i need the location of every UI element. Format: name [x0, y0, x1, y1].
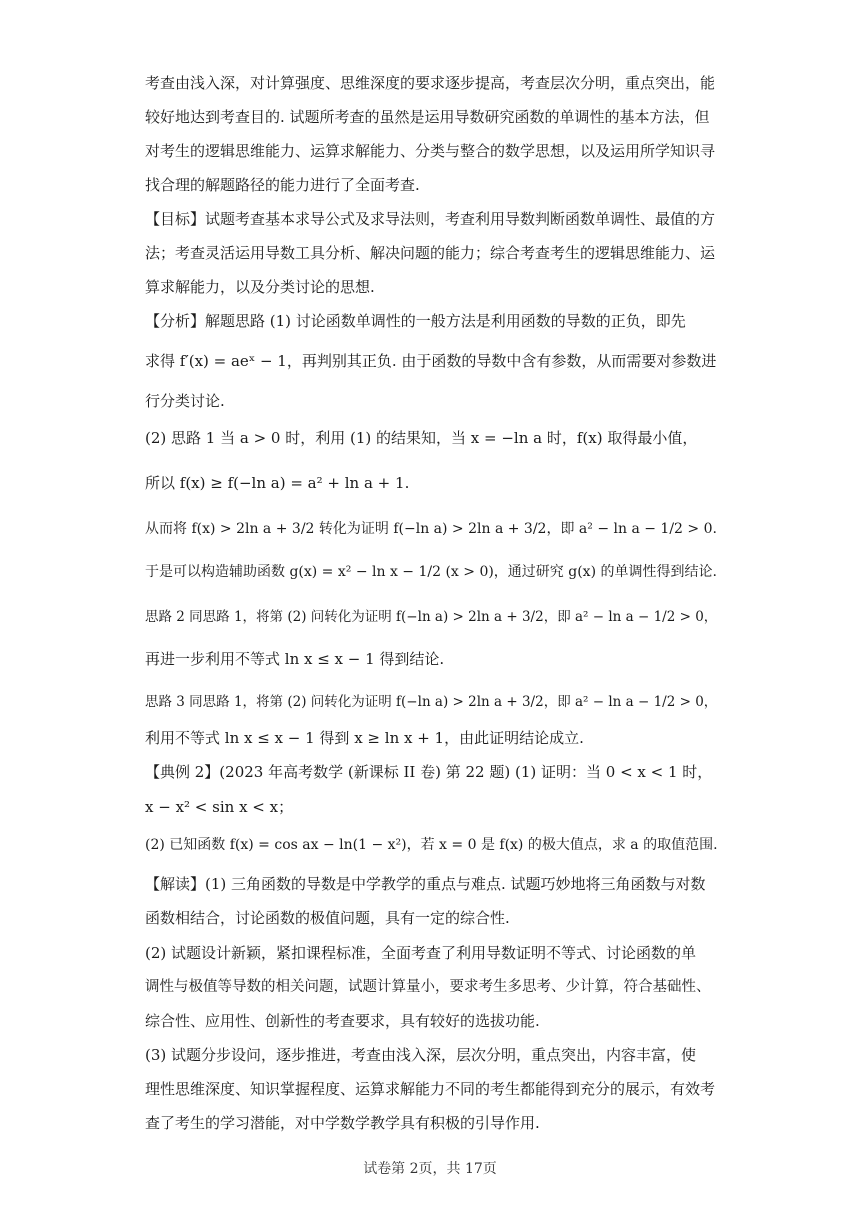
- text-line: (2) 思路 1 当 a > 0 时，利用 (1) 的结果知，当 x = −ln a 时，f(x) 取得最小值，: [145, 429, 698, 447]
- text-line: 从而将 f(x) > 2ln a + 3/2 转化为证明 f(−ln a) > 2ln a + 3/2，即 a² − ln a − 1/2 > 0.: [145, 521, 717, 537]
- text-line: 求得 f′(x) = aeˣ − 1，再判别其正负. 由于函数的导数中含有参数，从而需要对参数进: [145, 352, 717, 370]
- text-line: 【解读】(1) 三角函数的导数是中学教学的重点与难点. 试题巧妙地将三角函数与对数: [145, 875, 706, 893]
- text-line: 【目标】试题考查基本求导公式及求导法则，考查利用导数判断函数单调性、最值的方: [145, 210, 716, 228]
- text-line: 函数相结合，讨论函数的极值问题，具有一定的综合性.: [145, 909, 510, 927]
- text-line: 查了考生的学习潜能，对中学数学教学具有积极的引导作用.: [145, 1114, 540, 1132]
- text-line: 找合理的解题路径的能力进行了全面考查.: [145, 176, 420, 194]
- text-line: 对考生的逻辑思维能力、运算求解能力、分类与整合的数学思想，以及运用所学知识寻: [145, 142, 716, 160]
- text-line: 思路 2 同思路 1，将第 (2) 问转化为证明 f(−ln a) > 2ln a + 3/2，即 a² − ln a − 1/2 > 0，: [145, 609, 718, 625]
- text-line: (2) 试题设计新颖，紧扣课程标准，全面考查了利用导数证明不等式、讨论函数的单: [145, 944, 697, 962]
- text-line: 调性与极值等导数的相关问题，试题计算量小，要求考生多思考、少计算，符合基础性、: [145, 979, 711, 995]
- text-line: 于是可以构造辅助函数 g(x) = x² − ln x − 1/2 (x > 0)，通过研究 g(x) 的单调性得到结论.: [145, 564, 717, 580]
- text-line: 【分析】解题思路 (1) 讨论函数单调性的一般方法是利用函数的导数的正负，即先: [145, 312, 686, 330]
- text-line: 思路 3 同思路 1，将第 (2) 问转化为证明 f(−ln a) > 2ln a + 3/2，即 a² − ln a − 1/2 > 0，: [145, 694, 718, 710]
- text-line: 算求解能力，以及分类讨论的思想.: [145, 278, 375, 296]
- text-line: 法；考查灵活运用导数工具分析、解决问题的能力；综合考查考生的逻辑思维能力、运: [145, 244, 716, 262]
- text-line: x − x² < sin x < x；: [145, 798, 294, 816]
- text-line: 行分类讨论.: [145, 392, 225, 410]
- text-line: 【典例 2】(2023 年高考数学 (新课标 II 卷) 第 22 题) (1) 证明：当 0 < x < 1 时，: [145, 763, 713, 781]
- text-line: 综合性、应用性、创新性的考查要求，具有较好的选拔功能.: [145, 1012, 540, 1030]
- text-line: 理性思维深度、知识掌握程度、运算求解能力不同的考生都能得到充分的展示，有效考: [145, 1080, 716, 1098]
- text-line: (3) 试题分步设问，逐步推进，考查由浅入深，层次分明，重点突出，内容丰富，使: [145, 1046, 697, 1064]
- text-line: (2) 已知函数 f(x) = cos ax − ln(1 − x²)，若 x = 0 是 f(x) 的极大值点，求 a 的取值范围.: [145, 837, 718, 853]
- text-line: 考查由浅入深，对计算强度、思维深度的要求逐步提高，考查层次分明，重点突出，能: [145, 74, 716, 92]
- text-line: 所以 f(x) ≥ f(−ln a) = a² + ln a + 1.: [145, 474, 410, 492]
- text-line: 利用不等式 ln x ≤ x − 1 得到 x ≥ ln x + 1，由此证明结论成立.: [145, 729, 584, 747]
- text-line: 再进一步利用不等式 ln x ≤ x − 1 得到结论.: [145, 650, 445, 668]
- text-line: 较好地达到考查目的. 试题所考查的虽然是运用导数研究函数的单调性的基本方法，但: [145, 108, 710, 126]
- page-footer: 试卷第 2页，共 17页: [363, 1161, 497, 1177]
